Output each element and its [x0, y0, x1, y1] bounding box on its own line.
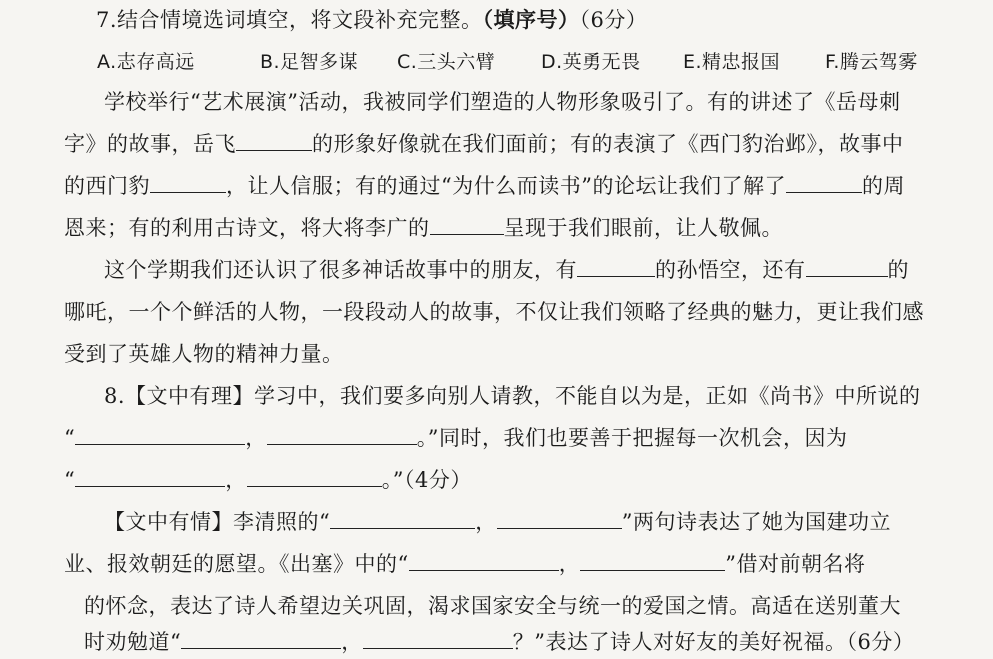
fill-blank[interactable]: [430, 214, 504, 235]
q8-quote-line1: [104, 508, 891, 536]
q8-quote-line2: [64, 550, 865, 578]
q7-p1-line3: [64, 172, 905, 200]
text: ，: [225, 468, 247, 492]
text: ，: [558, 552, 581, 576]
text: 恩来；有的利用古诗文，将大将李广的: [64, 216, 430, 240]
q8-line3: [64, 466, 472, 494]
option-b: B.足智多谋: [260, 51, 359, 73]
fill-blank[interactable]: [267, 424, 417, 445]
fill-blank[interactable]: [497, 508, 622, 529]
text: ，: [341, 630, 363, 654]
option-c: C.三头六臂: [397, 51, 496, 73]
text: 呈现于我们眼前，让人敬佩。: [503, 216, 783, 240]
text: “: [64, 468, 76, 492]
text: 时劝勉道“: [84, 630, 182, 654]
text: ，: [475, 510, 497, 534]
option-d: D.英勇无畏: [541, 51, 641, 73]
text: 这个学期我们还认识了很多神话故事中的朋友，有: [104, 258, 577, 282]
q7-p2-line1: [104, 256, 909, 284]
fill-blank[interactable]: [786, 172, 862, 193]
fill-blank[interactable]: [75, 424, 245, 445]
text: ？”表达了诗人对好友的美好祝福。（6分）: [512, 630, 915, 654]
text: 的形象好像就在我们面前；有的表演了《西门豹治邺》，故事中: [312, 132, 904, 156]
text: ”两句诗表达了她为国建功立: [621, 510, 891, 534]
q8-quote-line3: 的怀念，表达了诗人希望边关巩固，渴求国家安全与统一的爱国之情。高适在送别董大: [84, 594, 901, 618]
text: 的: [887, 258, 909, 282]
text: 的孙悟空，还有: [655, 258, 806, 282]
fill-blank[interactable]: [806, 256, 888, 277]
text: “: [64, 426, 76, 450]
text: 的周: [861, 174, 905, 198]
q8-line2: [64, 424, 847, 452]
q7-heading: [96, 6, 647, 34]
text: 的西门豹: [64, 174, 150, 198]
fill-blank[interactable]: [236, 130, 312, 151]
text: 【文中有情】李清照的“: [104, 510, 331, 534]
q7-heading-bold: （填序号）: [482, 7, 580, 32]
fill-blank[interactable]: [330, 508, 475, 529]
fill-blank[interactable]: [75, 466, 225, 487]
q7-p1-line4: [64, 214, 783, 242]
q7-p2-line2: 哪吒，一个个鲜活的人物，一段段动人的故事，不仅让我们领略了经典的魅力，更让我们感: [64, 300, 924, 324]
q7-p2-line3: 受到了英雄人物的精神力量。: [64, 342, 344, 366]
option-e: E.精忠报国: [683, 51, 781, 73]
fill-blank[interactable]: [580, 550, 725, 571]
fill-blank[interactable]: [409, 550, 559, 571]
q7-score: （6分）: [579, 8, 648, 32]
fill-blank[interactable]: [181, 628, 341, 649]
text: ，让人信服；有的通过“为什么而读书”的论坛让我们了解了: [226, 174, 786, 198]
q7-heading-text: 7.结合情境选词填空，将文段补充完整。: [96, 8, 483, 32]
text: 业、报效朝廷的愿望。《出塞》中的“: [64, 552, 409, 576]
q8-quote-line4: [84, 628, 914, 656]
q7-p1-line2: [64, 130, 904, 158]
q7-p1-line1: 学校举行“艺术展演”活动，我被同学们塑造的人物形象吸引了。有的讲述了《岳母刺: [104, 90, 901, 114]
fill-blank[interactable]: [363, 628, 513, 649]
option-f: F.腾云驾雾: [825, 51, 918, 73]
text: ”借对前朝名将: [725, 552, 866, 576]
text: ，: [245, 426, 267, 450]
text: 。”（4分）: [381, 468, 472, 492]
q7-options: [97, 48, 918, 76]
fill-blank[interactable]: [150, 172, 226, 193]
text: 字》的故事，岳飞: [64, 132, 236, 156]
option-a: A.志存高远: [97, 51, 195, 73]
fill-blank[interactable]: [577, 256, 655, 277]
fill-blank[interactable]: [247, 466, 382, 487]
q8-line1: 8.【文中有理】学习中，我们要多向别人请教，不能自以为是，正如《尚书》中所说的: [104, 384, 921, 408]
text: 。”同时，我们也要善于把握每一次机会，因为: [416, 426, 848, 450]
